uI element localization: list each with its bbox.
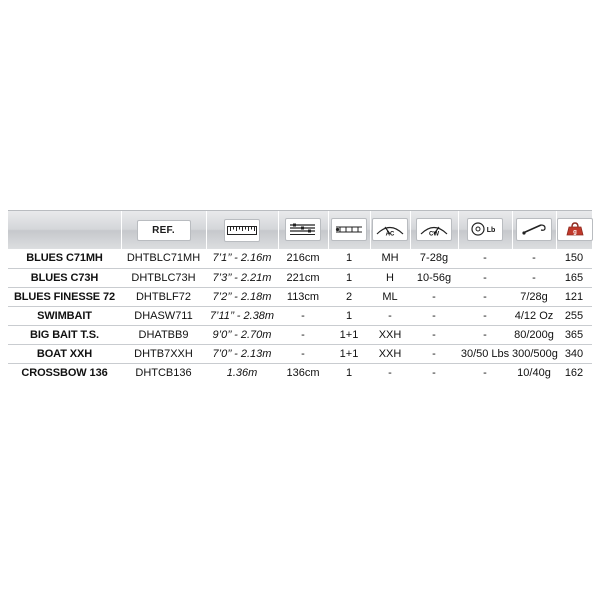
cell-lure: 300/500g [512, 344, 556, 363]
cell-length: 7’1’’ - 2.16m [206, 249, 278, 268]
cell-sections: 1+1 [328, 325, 370, 344]
cell-casting: - [432, 366, 436, 379]
cell-sections: 1 [345, 366, 353, 379]
cell-ref: DHTBLC73H [121, 268, 206, 287]
cell-weight: 340 [556, 344, 592, 363]
svg-text:Lb: Lb [486, 227, 496, 235]
cell-length: 7’2’’ - 2.18m [206, 287, 278, 306]
cell-lure: 4/12 Oz [512, 306, 556, 325]
action-gauge-icon [372, 218, 408, 241]
folded-rod-icon [285, 218, 321, 241]
header-cell-line-rating [458, 211, 512, 249]
cell-action: H [370, 268, 410, 287]
cell-weight: 162 [564, 366, 584, 379]
table-row [8, 268, 592, 287]
header-cell-sections [328, 211, 370, 249]
spec-table-container [8, 211, 592, 382]
cell-action: MH [370, 249, 410, 268]
line-spool-icon [467, 218, 503, 241]
cell-ref: DHTCB136 [135, 366, 192, 379]
svg-text:CW: CW [429, 231, 439, 238]
cell-line-rating: - [458, 249, 512, 268]
cell-length: 7’0’’ - 2.13m [206, 344, 278, 363]
cell-transport: - [278, 306, 328, 325]
cell-action: - [370, 306, 410, 325]
cell-action: - [388, 366, 392, 379]
cell-transport: 136cm [286, 366, 320, 379]
cell-ref: DHTBLC71MH [121, 249, 206, 268]
table-row [8, 287, 592, 306]
cell-casting: - [410, 325, 458, 344]
cell-casting: - [410, 306, 458, 325]
cell-name: BLUES C71MH [8, 249, 121, 268]
header-cell-action [370, 211, 410, 249]
cell-name: BOAT XXH [8, 344, 121, 363]
cell-sections: 1+1 [328, 344, 370, 363]
cell-line-rating: - [483, 366, 487, 379]
cell-lure: 7/28g [512, 287, 556, 306]
cell-name: BLUES FINESSE 72 [8, 287, 121, 306]
casting-weight-gauge-icon [416, 218, 452, 241]
cell-ref: DHTBLF72 [121, 287, 206, 306]
cell-length: 7’3’’ - 2.21m [206, 268, 278, 287]
cell-ref: DHATBB9 [121, 325, 206, 344]
cell-length: 7’11’’ - 2.38m [206, 306, 278, 325]
cell-transport: - [278, 325, 328, 344]
svg-text:g: g [572, 229, 577, 236]
cell-name: BLUES C73H [8, 268, 121, 287]
cell-weight: 255 [556, 306, 592, 325]
cell-casting: 10-56g [410, 268, 458, 287]
table-header-row [8, 211, 592, 249]
spec-table [8, 211, 592, 382]
cell-line-rating: - [458, 287, 512, 306]
cell-transport: 113cm [278, 287, 328, 306]
cell-length: 1.36m [226, 366, 258, 379]
cell-line-rating: - [458, 306, 512, 325]
cell-lure: 10/40g [517, 366, 551, 379]
cell-casting: - [410, 287, 458, 306]
cell-ref: DHTB7XXH [121, 344, 206, 363]
cell-name: SWIMBAIT [8, 306, 121, 325]
cell-sections: 2 [328, 287, 370, 306]
header-cell-transport [278, 211, 328, 249]
table-row [8, 249, 592, 268]
header-cell-casting [410, 211, 458, 249]
table-row [8, 325, 592, 344]
cell-action: XXH [370, 344, 410, 363]
cell-transport: 221cm [278, 268, 328, 287]
cell-sections: 1 [328, 268, 370, 287]
rod-sections-icon [331, 218, 367, 241]
table-row [8, 306, 592, 325]
cell-lure: - [512, 249, 556, 268]
ruler-icon [224, 219, 260, 242]
cell-line-rating: - [458, 268, 512, 287]
cell-casting: 7-28g [410, 249, 458, 268]
header-cell-ref [121, 211, 206, 249]
cell-transport: - [278, 344, 328, 363]
lure-icon [516, 218, 552, 241]
cell-transport: 216cm [278, 249, 328, 268]
cell-casting: - [410, 344, 458, 363]
header-cell-name [8, 211, 121, 249]
ref-label: REF. [137, 220, 191, 241]
svg-text:AC: AC [385, 231, 395, 238]
cell-sections: 1 [328, 306, 370, 325]
cell-ref: DHASW711 [121, 306, 206, 325]
table-row [8, 363, 592, 382]
cell-lure: - [512, 268, 556, 287]
header-cell-weight [556, 211, 592, 249]
cell-weight: 121 [556, 287, 592, 306]
table-row [8, 344, 592, 363]
cell-action: XXH [370, 325, 410, 344]
cell-weight: 150 [556, 249, 592, 268]
header-cell-length [206, 211, 278, 249]
cell-lure: 80/200g [512, 325, 556, 344]
header-cell-lure [512, 211, 556, 249]
cell-name: BIG BAIT T.S. [8, 325, 121, 344]
cell-line-rating: 30/50 Lbs [458, 344, 512, 363]
cell-weight: 165 [556, 268, 592, 287]
weight-lock-icon [557, 218, 593, 241]
cell-sections: 1 [328, 249, 370, 268]
cell-line-rating: - [458, 325, 512, 344]
cell-action: ML [370, 287, 410, 306]
cell-weight: 365 [556, 325, 592, 344]
cell-name: CROSSBOW 136 [21, 366, 108, 379]
cell-length: 9’0’’ - 2.70m [206, 325, 278, 344]
